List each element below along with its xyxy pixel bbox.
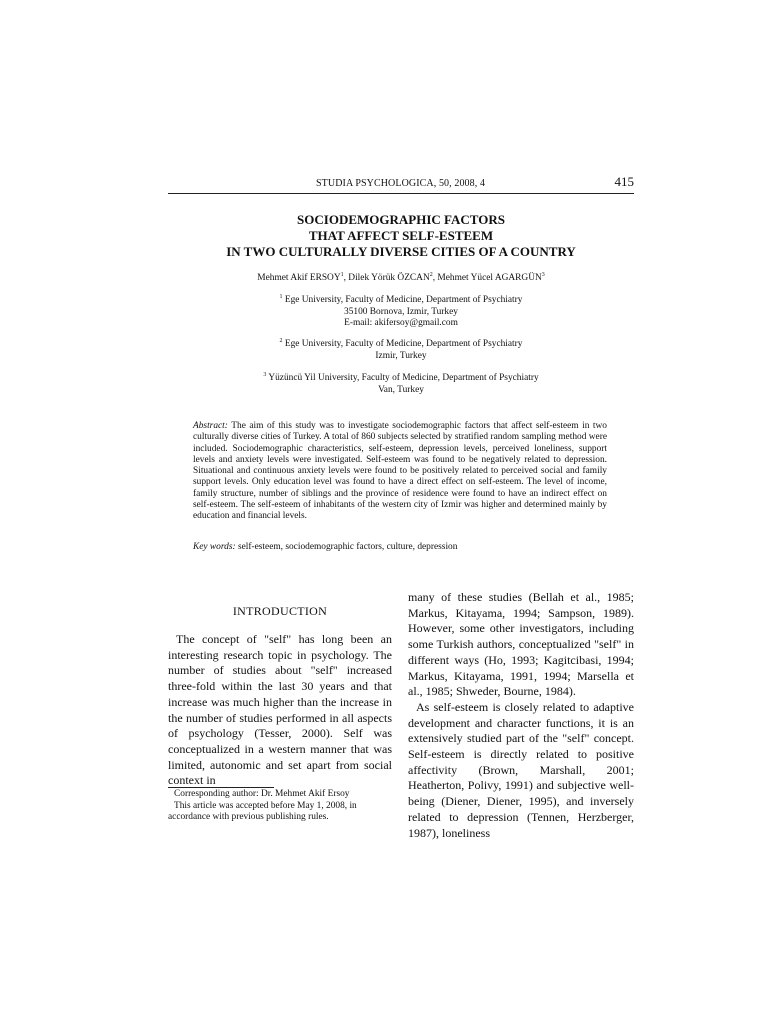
keywords [193, 542, 607, 552]
footnote-accepted-1: This article was accepted before May 1, 2008, in [174, 800, 357, 811]
page-number: 415 [614, 174, 634, 189]
keywords-text: self-esteem, sociodemographic factors, culture, depression [237, 542, 458, 552]
author-1-sup: 1 [340, 271, 344, 278]
journal-citation: STUDIA PSYCHOLOGICA, 50, 2008, 4 [316, 178, 486, 189]
affiliation-2-line-1: Ege University, Faculty of Medicine, Department of Psychiatry [284, 339, 523, 349]
article-title [168, 212, 634, 260]
affiliation-1-sup: 1 [279, 293, 283, 300]
affiliation-1-email: E-mail: akifersoy@gmail.com [344, 318, 458, 328]
keywords-label: Key words: [193, 542, 236, 552]
author-1: Mehmet Akif ERSOY [257, 273, 341, 283]
affiliation-3-line-2: Van, Turkey [378, 384, 424, 395]
paragraph-right-2: As self-esteem is closely related to adaptive development and character functions, it is an extensively studied part of the "self" concept. Self-esteem is directly related to positive affectivity (Brown, Marshall, 2001; Heatherton, Polivy, 1991) and subjective well-being (Diener, Diener, 1995), and inversely related to depression (Tennen, Herzberger, 1987), loneliness [408, 699, 634, 840]
paragraph-left: The concept of "self" has long been an interesting research topic in psychology. The number of studies about "self" increased three-fold within the last 30 years and that increase was much higher than the increase in the number of studies performed in all aspects of psychology (Tesser, 2000). Self was conceptualized in a western manner that was limited, autonomic and set apart from social context in [168, 632, 392, 788]
running-header [168, 174, 634, 194]
body-column-left [168, 632, 392, 789]
affiliation-2-line-2: Izmir, Turkey [375, 350, 427, 361]
abstract [193, 421, 607, 523]
affiliation-1-line-1: Ege University, Faculty of Medicine, Department of Psychiatry [284, 295, 523, 305]
footnote-accepted-2: accordance with previous publishing rules. [168, 812, 329, 822]
author-3-sup: 3 [541, 271, 545, 278]
affiliation-3-line-1: Yüzüncü Yil University, Faculty of Medicine, Department of Psychiatry [268, 373, 539, 383]
header-rule [168, 193, 634, 194]
title-line-2: THAT AFFECT SELF-ESTEEM [308, 228, 494, 243]
footnote-corresponding-author: Corresponding author: Dr. Mehmet Akif Ersoy [174, 789, 350, 799]
affiliation-3-sup: 3 [263, 371, 267, 378]
paragraph-right-1: many of these studies (Bellah et al., 1985; Markus, Kitayama, 1994; Sampson, 1989). However, some other investigators, including some Turkish authors, conceptualized "self" in different ways (Ho, 1993; Kagitcibasi, 1994; Markus, Kitayama, 1991, 1994; Marsella et al., 1985; Shweder, Bourne, 1984). [408, 590, 634, 699]
affiliation-3 [168, 373, 634, 396]
author-2: Dilek Yörük ÖZCAN [348, 273, 430, 283]
affiliation-1-line-2: 35100 Bornova, Izmir, Turkey [344, 306, 458, 317]
title-line-3: IN TWO CULTURALLY DIVERSE CITIES OF A COUNTRY [226, 244, 576, 259]
abstract-text: The aim of this study was to investigate sociodemographic factors that affect self-esteem in two culturally diverse cities of Turkey. A total of 860 subjects selected by stratified random sampling method were included. Sociodemographic characteristics, self-esteem, depression levels, perceived loneliness, support levels and anxiety levels were investigated. Self-esteem was found to be negatively related to depression. Situational and continuous anxiety levels were found to be positively related to perceived social and family support levels. Only education level was found to have a direct effect on self-esteem. The level of income, family structure, number of siblings and the province of residence were found to have an indirect effect on self-esteem. The self-esteem of inhabitants of the western city of Izmir was higher and determined mainly by education and financial levels. [193, 421, 607, 522]
body-column-right [408, 590, 634, 841]
affiliation-2-sup: 2 [279, 337, 283, 344]
author-2-sup: 2 [429, 271, 433, 278]
footnotes [168, 789, 392, 824]
section-heading-introduction: INTRODUCTION [232, 604, 328, 618]
footnote-rule [168, 787, 274, 788]
affiliation-1 [168, 295, 634, 330]
author-3: Mehmet Yücel AGARGÜN [437, 273, 542, 283]
abstract-label: Abstract: [193, 421, 228, 431]
author-list: Mehmet Akif ERSOY$^1$, Dilek Yörük ÖZCAN$^2$, Mehmet Yücel AGARGÜN$^3$ [257, 271, 545, 283]
title-line-1: SOCIODEMOGRAPHIC FACTORS [297, 212, 505, 227]
affiliation-2 [168, 339, 634, 362]
